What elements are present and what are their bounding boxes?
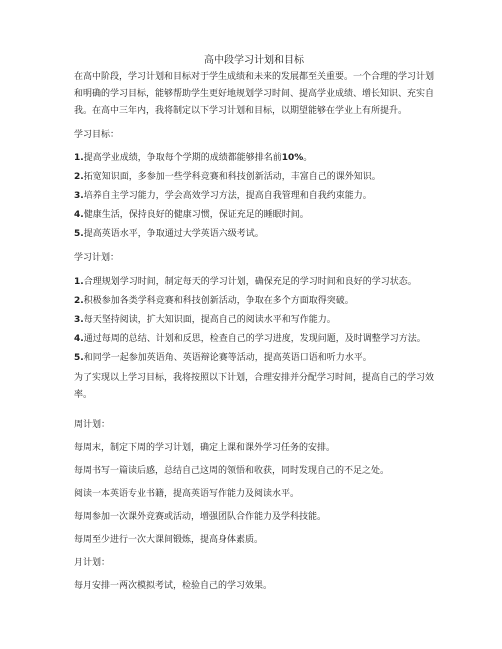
weekly-heading: 周计划： (74, 420, 111, 430)
plan-number: 5. (74, 353, 84, 363)
plan-heading: 学习计划： (74, 253, 120, 263)
plan-text: 通过每周的总结、计划和反思，检查自己的学习进度，发现问题，及时调整学习方法。 (83, 334, 426, 344)
plan-item-3 (74, 314, 336, 326)
weekly-item: 每周至少进行一次大课间锻炼，提高身体素质。 (74, 535, 264, 545)
goal-number: 1. (74, 153, 84, 163)
plan-item-1 (74, 276, 417, 288)
plan-number: 3. (74, 315, 84, 325)
goal-text: 拓宽知识面，多参加一些学科竞赛和科技创新活动，丰富自己的课外知识。 (83, 172, 381, 182)
weekly-item: 每周参加一次课外竞赛或活动，增强团队合作能力及学科技能。 (74, 512, 327, 522)
plan-number: 1. (74, 277, 84, 287)
plan-number: 4. (74, 334, 84, 344)
goal-tail: 。 (303, 153, 313, 163)
monthly-heading: 月计划： (74, 558, 111, 568)
plan-item-2 (74, 295, 354, 307)
goals-heading: 学习目标： (74, 130, 120, 140)
weekly-item: 每周末，制定下周的学习计划，确定上课和课外学习任务的安排。 (74, 443, 336, 453)
goal-emphasis: 10% (281, 153, 304, 163)
goal-text: 提高英语水平，争取通过大学英语六级考试。 (83, 229, 264, 239)
goal-item-4 (74, 209, 309, 221)
plan-text: 每天坚持阅读，扩大知识面，提高自己的阅读水平和写作能力。 (83, 315, 336, 325)
plan-item-4 (74, 333, 426, 345)
goal-number: 4. (74, 210, 84, 220)
summary-paragraph: 为了实现以上学习目标，我将按照以下计划，合理安排并分配学习时间，提高自己的学习效率。 (74, 373, 435, 400)
goal-item-1 (74, 152, 312, 164)
plan-text: 积极参加各类学科竞赛和科技创新活动，争取在多个方面取得突破。 (83, 296, 354, 306)
monthly-item: 每月安排一两次模拟考试，检验自己的学习效果。 (74, 581, 273, 591)
goal-item-3 (74, 190, 372, 202)
goal-item-5 (74, 228, 264, 240)
weekly-item: 每周书写一篇读后感，总结自己这周的领悟和收获，同时发现自己的不足之处。 (74, 466, 390, 476)
goal-item-2 (74, 171, 381, 183)
plan-number: 2. (74, 296, 84, 306)
goal-text: 健康生活，保持良好的健康习惯，保证充足的睡眠时间。 (83, 210, 309, 220)
goal-text: 提高学业成绩，争取每个学期的成绩都能够排名前 (83, 153, 282, 163)
goal-number: 3. (74, 191, 84, 201)
intro-paragraph: 在高中阶段，学习计划和目标对于学生成绩和未来的发展都至关重要。一个合理的学习计划和明确的学习目标，能够帮助学生更好地规划学习时间、提高学业成绩、增长知识、充实自我。在高中三年内，我将制定以下学习计划和目标，以期望能够在学业上有所提升。 (74, 72, 435, 116)
goal-text: 培养自主学习能力，学会高效学习方法，提高自我管理和自我约束能力。 (83, 191, 372, 201)
weekly-item: 阅读一本英语专业书籍，提高英语写作能力及阅读水平。 (74, 489, 300, 499)
goal-number: 2. (74, 172, 84, 182)
plan-text: 合理规划学习时间，制定每天的学习计划，确保充足的学习时间和良好的学习状态。 (83, 277, 417, 287)
goal-number: 5. (74, 229, 84, 239)
document-title: 高中段学习计划和目标 (204, 55, 304, 66)
plan-text: 和同学一起参加英语角、英语辩论赛等活动，提高英语口语和听力水平。 (83, 353, 372, 363)
plan-item-5 (74, 352, 372, 364)
